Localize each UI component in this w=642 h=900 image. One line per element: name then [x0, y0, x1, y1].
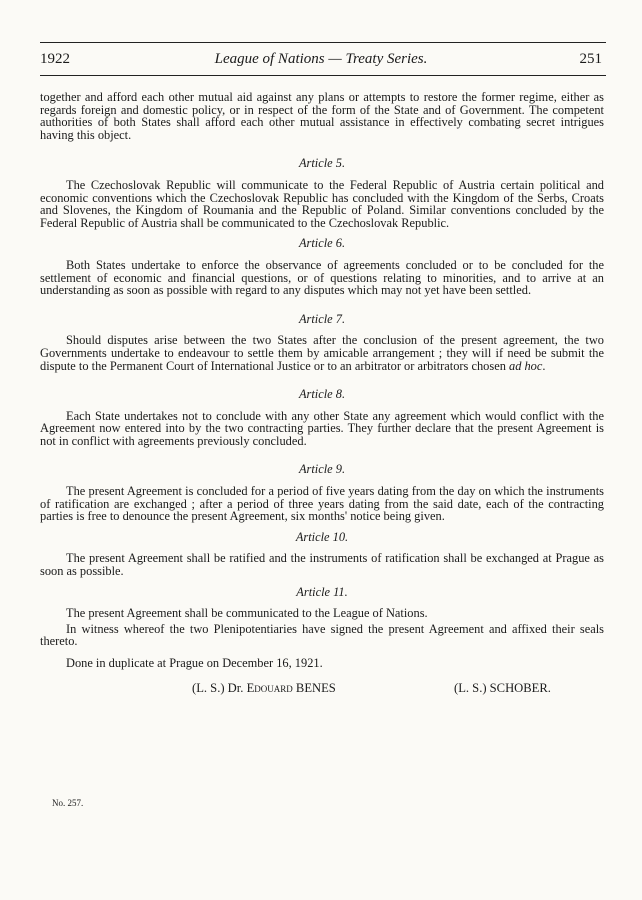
- article-9-heading: Article 9.: [298, 462, 346, 477]
- article-6-text: Both States undertake to enforce the observance of agreements concluded or to be concluded for the settlement of economic and financial questions, or of questions relating to minorities, and to arrive at an understanding as soon as possible with regard to any disputes which may not yet have been settled.: [40, 257, 604, 298]
- article-10-text: The present Agreement shall be ratified and the instruments of ratification shall be exchanged at Prague as soon as possible.: [40, 551, 604, 579]
- header-rule: [40, 75, 606, 76]
- top-rule: [40, 42, 606, 43]
- article-7-text-main: Should disputes arise between the two States after the conclusion of the present agreement, the two Governments undertake to endeavour to settle them by amicable arrangement ; they will if need be submit the dispute to the Permanent Court of International Justice or to an arbitrator or arbitrators chosen: [40, 333, 604, 373]
- signature-block: [40, 682, 604, 698]
- running-header: [40, 48, 602, 72]
- article-10-heading: Article 10.: [295, 529, 349, 544]
- header-page-number: 251: [579, 51, 602, 67]
- article-7-text: [40, 334, 604, 372]
- signature-schober: (L. S.) SCHOBER.: [454, 680, 551, 695]
- article-7-text-end: .: [542, 358, 546, 373]
- done-clause: Done in duplicate at Prague on December 16, 1921.: [66, 656, 323, 670]
- witness-clause: In witness whereof the two Plenipotentiaries have signed the present Agreement and affixed their seals thereto.: [40, 621, 604, 649]
- article-7-text-italic: ad hoc: [509, 358, 543, 373]
- intro-paragraph: together and afford each other mutual aid against any plans or attempts to restore the former regime, either as regards foreign and domestic policy, or in respect of the form of the State and of Government. The competent authorities of both States shall afford each other mutual assistance in effectively combating secret intrigues having this object.: [40, 90, 604, 142]
- article-8-heading: Article 8.: [298, 387, 346, 402]
- header-title: League of Nations — Treaty Series.: [214, 51, 428, 67]
- article-5-text: The Czechoslovak Republic will communicate to the Federal Republic of Austria certain political and economic conventions which the Czechoslovak Republic has concluded with the Kingdom of the Serbs, Croats and Slovenes, the Kingdom of Roumania and the Republic of Poland. Similar conventions concluded by the Federal Republic of Austria shall be communicated to the Czechoslovak Republic.: [40, 177, 604, 230]
- article-5-heading: Article 5.: [298, 156, 346, 171]
- article-7-heading: Article 7.: [298, 311, 346, 326]
- header-year: 1922: [40, 51, 70, 67]
- document-body: [40, 91, 604, 698]
- document-number: No. 257.: [52, 798, 84, 808]
- article-11-text: The present Agreement shall be communicated to the League of Nations.: [66, 606, 428, 621]
- signature-benes-firstname: Edouard: [246, 680, 293, 695]
- article-9-text: The present Agreement is concluded for a period of five years dating from the day on which the instruments of ratification are exchanged ; after a period of three years dating from the said date, each of the contracting parties is free to denounce the present Agreement, six months' notice being given.: [40, 484, 604, 524]
- signature-benes: [192, 682, 336, 695]
- signature-benes-surname: BENES: [292, 680, 336, 695]
- signature-benes-prefix: (L. S.) Dr.: [192, 680, 247, 695]
- article-11-heading: Article 11.: [296, 584, 348, 599]
- article-6-heading: Article 6.: [298, 236, 346, 251]
- article-8-text: Each State undertakes not to conclude with any other State any agreement which would conflict with the Agreement now entered into by the two contracting parties. They further declare that the present Agreement is not in conflict with agreements previously concluded.: [40, 408, 604, 448]
